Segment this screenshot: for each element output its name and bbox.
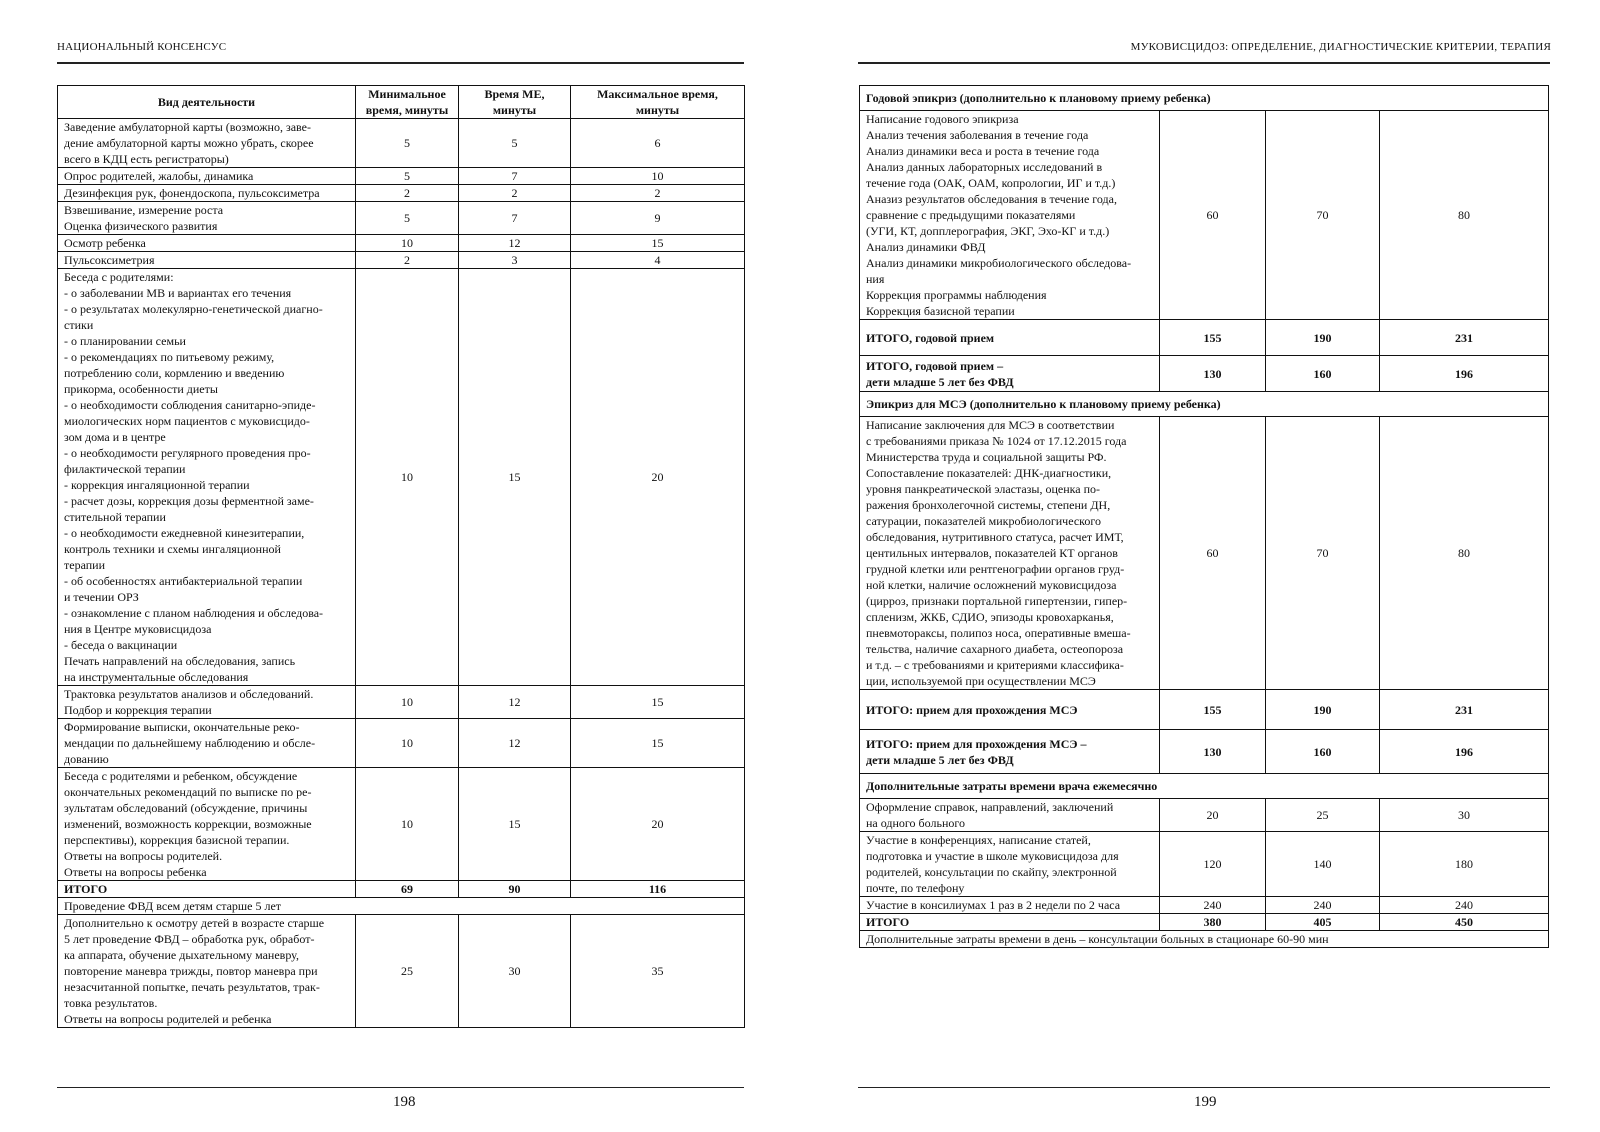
column-header-activity: Вид деятельности: [58, 86, 356, 119]
total-label: ИТОГО: [58, 881, 356, 898]
activity-cell: Написание годового эпикриза Анализ течения заболевания в течение года Анализ динамики веса и роста в течение года Анализ данных лабораторных исследований в течение года (ОАК, ОАМ, копрологии, ИГ и т.д.) Аназиз результатов обследования в течение года, сравнение с предыдущими показателями (УГИ, КТ, допплерография, ЭКГ, Эхо-КГ и т.д.) Анализ динамики ФВД Анализ динамики микробиологического обследова- ния Коррекция программы наблюдения Коррекция базисной терапии: [860, 111, 1160, 320]
column-header-me: Время МЕ, минуты: [459, 86, 571, 119]
total-label: ИТОГО: [860, 914, 1160, 931]
total-max: 196: [1380, 356, 1549, 392]
column-header-max: Максимальное время, минуты: [571, 86, 745, 119]
table-row: [58, 235, 745, 252]
header-rule: [858, 62, 1550, 64]
min-time-cell: 5: [356, 202, 459, 235]
min-time-cell: 10: [356, 719, 459, 768]
activity-cell: Написание заключения для МСЭ в соответствии с требованиями приказа № 1024 от 17.12.2015 года Министерства труда и социальной защиты РФ. Сопоставление показателей: ДНК-диагностики, уровня панкреатической эластазы, оценка по- ражения бронхолегочной системы, степени ДН, сатурации, показателей микробиологического обследования, нутритивного статуса, расчет ИМТ, центильных интервалов, показателей КТ органов грудной клетки или рентгенографии органов груд- ной клетки, наличие осложнений муковисцидоза (цирроз, признаки портальной гипертензии, гипер- спленизм, ЖКБ, СДИО, эпизоды кровохарканья, пневмотораксы, полипоз носа, оперативные вмеша- тельства, наличие сахарного диабета, остеопороза и т.д. – с требованиями и критериями классифика- ции, используемой при осуществлении МСЭ: [860, 417, 1160, 690]
activity-cell: Опрос родителей, жалобы, динамика: [58, 168, 356, 185]
total-row: [58, 881, 745, 898]
total-min: 380: [1160, 914, 1266, 931]
min-time-cell: 5: [356, 168, 459, 185]
total-label: ИТОГО, годовой прием – дети младше 5 лет без ФВД: [860, 356, 1160, 392]
table-row: [58, 686, 745, 719]
epicrisis-time-table: [859, 85, 1549, 948]
activity-cell: Беседа с родителями: - о заболевании МВ и вариантах его течения - о результатах молекулярно-генетической диагно- стики - о планировании семьи - о рекомендациях по питьевому режиму, потреблению соли, кормлению и введению прикорма, особенности диеты - о необходимости соблюдения санитарно-эпиде- миологических норм пациентов с муковисцидо- зом дома и в центре - о необходимости регулярного проведения про- филактической терапии - коррекция ингаляционной терапии - расчет дозы, коррекция дозы ферментной заме- стительной терапии - о необходимости ежедневной кинезитерапии, контроль техники и схемы ингаляционной терапии - об особенностях антибактериальной терапии и течении ОРЗ - ознакомление с планом наблюдения и обследова- ния в Центре муковисцидоза - беседа о вакцинации Печать направлений на обследования, запись на инструментальные обследования: [58, 269, 356, 686]
fvd-note: Проведение ФВД всем детям старше 5 лет: [58, 898, 745, 915]
total-max: 231: [1380, 690, 1549, 730]
table-row: [58, 168, 745, 185]
section-title-mse: Эпикриз для МСЭ (дополнительно к плановому приему ребенка): [860, 392, 1549, 417]
total-label: ИТОГО: прием для прохождения МСЭ – дети младше 5 лет без ФВД: [860, 730, 1160, 774]
max-time-cell: 6: [571, 119, 745, 168]
total-row: [860, 914, 1549, 931]
table-row: [58, 719, 745, 768]
me-time-cell: 7: [459, 168, 571, 185]
total-max: 231: [1380, 320, 1549, 356]
total-max: 116: [571, 881, 745, 898]
table-row: [860, 832, 1549, 897]
section-title-row: [860, 774, 1549, 799]
max-time-cell: 30: [1380, 799, 1549, 832]
max-time-cell: 240: [1380, 897, 1549, 914]
page-number: 198: [393, 1094, 416, 1110]
total-min: 155: [1160, 320, 1266, 356]
table-row: [58, 202, 745, 235]
max-time-cell: 15: [571, 719, 745, 768]
me-time-cell: 15: [459, 269, 571, 686]
me-time-cell: 15: [459, 768, 571, 881]
me-time-cell: 140: [1266, 832, 1380, 897]
activity-cell: Участие в конференциях, написание статей, подготовка и участие в школе муковисцидоза для родителей, консультации по скайпу, электронной почте, по телефону: [860, 832, 1160, 897]
me-time-cell: 12: [459, 235, 571, 252]
activity-cell: Участие в консилиумах 1 раз в 2 недели по 2 часа: [860, 897, 1160, 914]
total-me: 90: [459, 881, 571, 898]
me-time-cell: 70: [1266, 417, 1380, 690]
activity-cell: Взвешивание, измерение роста Оценка физического развития: [58, 202, 356, 235]
total-label: ИТОГО, годовой прием: [860, 320, 1160, 356]
header-rule: [57, 62, 744, 64]
me-time-cell: 30: [459, 915, 571, 1028]
fvd-note-row: [58, 898, 745, 915]
table-row: [58, 269, 745, 686]
max-time-cell: 80: [1380, 111, 1549, 320]
me-time-cell: 12: [459, 719, 571, 768]
total-me: 405: [1266, 914, 1380, 931]
footer-rule: [57, 1087, 744, 1088]
me-time-cell: 240: [1266, 897, 1380, 914]
min-time-cell: 5: [356, 119, 459, 168]
me-time-cell: 7: [459, 202, 571, 235]
table-header-row: [58, 86, 745, 119]
activity-cell: Дезинфекция рук, фонендоскопа, пульсоксиметра: [58, 185, 356, 202]
section-title-row: [860, 86, 1549, 111]
total-me: 160: [1266, 356, 1380, 392]
total-min: 130: [1160, 730, 1266, 774]
activity-cell: Оформление справок, направлений, заключений на одного больного: [860, 799, 1160, 832]
min-time-cell: 2: [356, 252, 459, 269]
min-time-cell: 240: [1160, 897, 1266, 914]
activity-cell: Заведение амбулаторной карты (возможно, заве- дение амбулаторной карты можно убрать, скорее всего в КДЦ есть регистраторы): [58, 119, 356, 168]
total-row: [860, 690, 1549, 730]
min-time-cell: 10: [356, 269, 459, 686]
running-head: МУКОВИСЦИДОЗ: ОПРЕДЕЛЕНИЕ, ДИАГНОСТИЧЕСКИЕ КРИТЕРИИ, ТЕРАПИЯ: [1130, 41, 1551, 53]
daily-note: Дополнительные затраты времени в день – консультации больных в стационаре 60-90 мин: [860, 931, 1549, 948]
total-me: 190: [1266, 690, 1380, 730]
max-time-cell: 2: [571, 185, 745, 202]
me-time-cell: 2: [459, 185, 571, 202]
total-min: 69: [356, 881, 459, 898]
max-time-cell: 80: [1380, 417, 1549, 690]
max-time-cell: 4: [571, 252, 745, 269]
table-row: [860, 799, 1549, 832]
min-time-cell: 120: [1160, 832, 1266, 897]
min-time-cell: 10: [356, 235, 459, 252]
me-time-cell: 3: [459, 252, 571, 269]
me-time-cell: 70: [1266, 111, 1380, 320]
total-me: 160: [1266, 730, 1380, 774]
section-title-annual: Годовой эпикриз (дополнительно к плановому приему ребенка): [860, 86, 1549, 111]
me-time-cell: 25: [1266, 799, 1380, 832]
total-max: 450: [1380, 914, 1549, 931]
me-time-cell: 5: [459, 119, 571, 168]
total-min: 130: [1160, 356, 1266, 392]
total-min: 155: [1160, 690, 1266, 730]
total-row: [860, 730, 1549, 774]
activity-cell: Беседа с родителями и ребенком, обсуждение окончательных рекомендаций по выписке по ре- зультатам обследований (обсуждение, причины изменений, возможность коррекции, возможные перспективы), коррекция базисной терапии. Ответы на вопросы родителей. Ответы на вопросы ребенка: [58, 768, 356, 881]
total-max: 196: [1380, 730, 1549, 774]
max-time-cell: 9: [571, 202, 745, 235]
max-time-cell: 15: [571, 686, 745, 719]
activity-cell: Дополнительно к осмотру детей в возрасте старше 5 лет проведение ФВД – обработка рук, обработ- ка аппарата, обучение дыхательному маневру, повторение маневра трижды, повтор маневра при незасчитанной попытке, печать результатов, трак- товка результатов. Ответы на вопросы родителей и ребенка: [58, 915, 356, 1028]
min-time-cell: 60: [1160, 417, 1266, 690]
footer-rule: [858, 1087, 1550, 1088]
min-time-cell: 25: [356, 915, 459, 1028]
total-row: [860, 356, 1549, 392]
me-time-cell: 12: [459, 686, 571, 719]
right-page: [800, 0, 1600, 1132]
table-row: [58, 185, 745, 202]
min-time-cell: 10: [356, 768, 459, 881]
table-row: [58, 915, 745, 1028]
activity-cell: Осмотр ребенка: [58, 235, 356, 252]
total-me: 190: [1266, 320, 1380, 356]
min-time-cell: 10: [356, 686, 459, 719]
table-row: [860, 417, 1549, 690]
column-header-min: Минимальное время, минуты: [356, 86, 459, 119]
section-title-row: [860, 392, 1549, 417]
min-time-cell: 20: [1160, 799, 1266, 832]
max-time-cell: 15: [571, 235, 745, 252]
table-row: [58, 119, 745, 168]
time-norms-table: [57, 85, 745, 1028]
running-head: НАЦИОНАЛЬНЫЙ КОНСЕНСУС: [57, 41, 227, 53]
total-label: ИТОГО: прием для прохождения МСЭ: [860, 690, 1160, 730]
table-row: [860, 111, 1549, 320]
section-title-monthly: Дополнительные затраты времени врача ежемесячно: [860, 774, 1549, 799]
table-row: [58, 252, 745, 269]
max-time-cell: 10: [571, 168, 745, 185]
page-number: 199: [1194, 1094, 1217, 1110]
max-time-cell: 180: [1380, 832, 1549, 897]
table-row: [860, 897, 1549, 914]
max-time-cell: 20: [571, 269, 745, 686]
note-row: [860, 931, 1549, 948]
table-row: [58, 768, 745, 881]
activity-cell: Трактовка результатов анализов и обследований. Подбор и коррекция терапии: [58, 686, 356, 719]
min-time-cell: 60: [1160, 111, 1266, 320]
activity-cell: Пульсоксиметрия: [58, 252, 356, 269]
max-time-cell: 35: [571, 915, 745, 1028]
max-time-cell: 20: [571, 768, 745, 881]
min-time-cell: 2: [356, 185, 459, 202]
activity-cell: Формирование выписки, окончательные реко- мендации по дальнейшему наблюдению и обсле- дованию: [58, 719, 356, 768]
total-row: [860, 320, 1549, 356]
